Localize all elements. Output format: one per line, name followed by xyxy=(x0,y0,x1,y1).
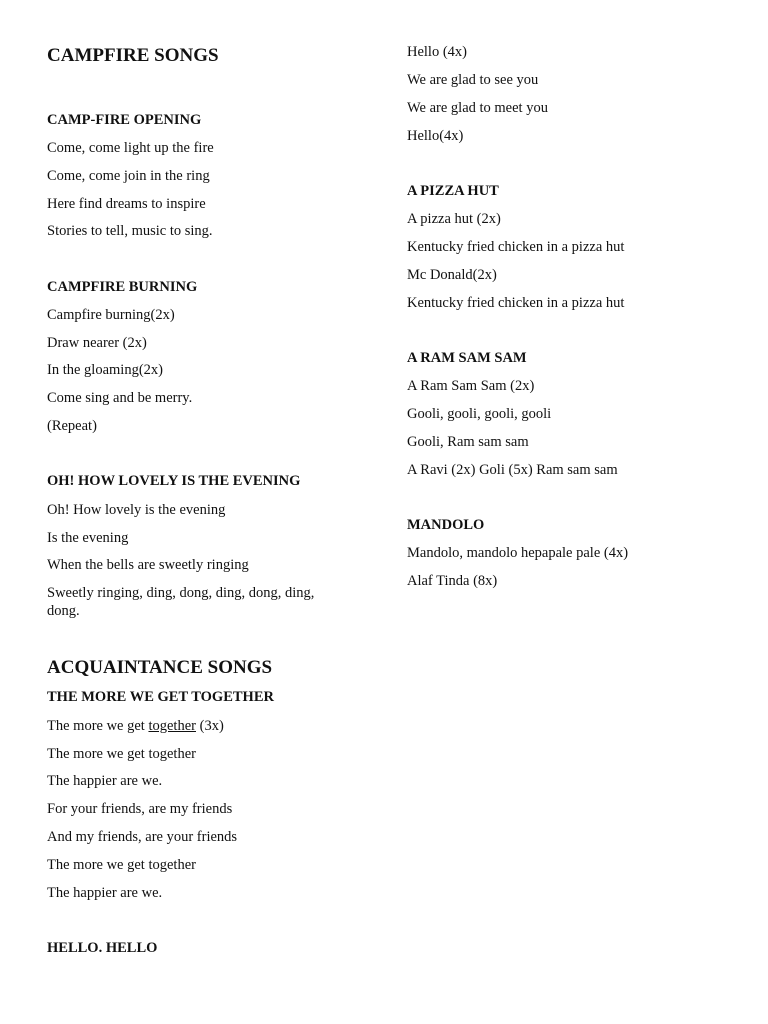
lyric-line: Alaf Tinda (8x) xyxy=(407,573,498,589)
lyric-line: The more we get together xyxy=(47,857,196,873)
lyric-line: Here find dreams to inspire xyxy=(47,196,206,212)
section-heading-lovely-evening: OH! HOW LOVELY IS THE EVENING xyxy=(47,473,301,489)
lyric-line: A Ravi (2x) Goli (5x) Ram sam sam xyxy=(407,462,618,478)
lyric-line: The happier are we. xyxy=(47,773,163,789)
lyric-line: For your friends, are my friends xyxy=(47,801,233,817)
lyric-line: Kentucky fried chicken in a pizza hut xyxy=(407,239,625,255)
lyric-line: Draw nearer (2x) xyxy=(47,335,147,351)
lyric-line: Gooli, Ram sam sam xyxy=(407,434,529,450)
section-heading-campfire-burning: CAMPFIRE BURNING xyxy=(47,279,198,295)
lyric-line: We are glad to meet you xyxy=(407,100,548,116)
lyric-line: Come sing and be merry. xyxy=(47,390,193,406)
lyric-line: Come, come join in the ring xyxy=(47,168,210,184)
section-heading-pizza-hut: A PIZZA HUT xyxy=(407,183,499,199)
lyric-line: Hello (4x) xyxy=(407,44,467,60)
lyric-line: Is the evening xyxy=(47,530,129,546)
page-title: CAMPFIRE SONGS xyxy=(47,45,219,66)
lyric-line: Come, come light up the fire xyxy=(47,140,214,156)
lyric-line: The more we get together (3x) xyxy=(47,718,224,734)
section-heading-ram-sam-sam: A RAM SAM SAM xyxy=(407,350,527,366)
lyric-line: In the gloaming(2x) xyxy=(47,362,163,378)
lyric-line: And my friends, are your friends xyxy=(47,829,238,845)
lyric-line: A Ram Sam Sam (2x) xyxy=(407,378,535,394)
lyric-line: Oh! How lovely is the evening xyxy=(47,502,226,518)
lyric-line: The more we get together xyxy=(47,746,196,762)
lyric-line: (Repeat) xyxy=(47,418,97,434)
section-heading-hello-hello: HELLO. HELLO xyxy=(47,940,158,956)
lyric-line: Mandolo, mandolo hepapale pale (4x) xyxy=(407,545,629,561)
lyric-line: A pizza hut (2x) xyxy=(407,211,501,227)
lyric-line: Sweetly ringing, ding, dong, ding, dong, ding, dong. xyxy=(47,585,315,619)
lyric-line: Kentucky fried chicken in a pizza hut xyxy=(407,295,625,311)
section-heading-mandolo: MANDOLO xyxy=(407,517,485,533)
underlined-word: together xyxy=(148,718,196,734)
section-heading-camp-fire-opening: CAMP-FIRE OPENING xyxy=(47,112,202,128)
lyric-line: We are glad to see you xyxy=(407,72,539,88)
lyric-line: Campfire burning(2x) xyxy=(47,307,175,323)
lyric-line: When the bells are sweetly ringing xyxy=(47,557,249,573)
lyric-line: Mc Donald(2x) xyxy=(407,267,497,283)
lyric-line: The happier are we. xyxy=(47,885,163,901)
lyric-line: Gooli, gooli, gooli, gooli xyxy=(407,406,552,422)
section-heading-more-we-get-together: THE MORE WE GET TOGETHER xyxy=(47,689,274,705)
section-title-acquaintance-songs: ACQUAINTANCE SONGS xyxy=(47,657,273,678)
lyric-line: Hello(4x) xyxy=(407,128,464,144)
lyric-line: Stories to tell, music to sing. xyxy=(47,223,213,239)
